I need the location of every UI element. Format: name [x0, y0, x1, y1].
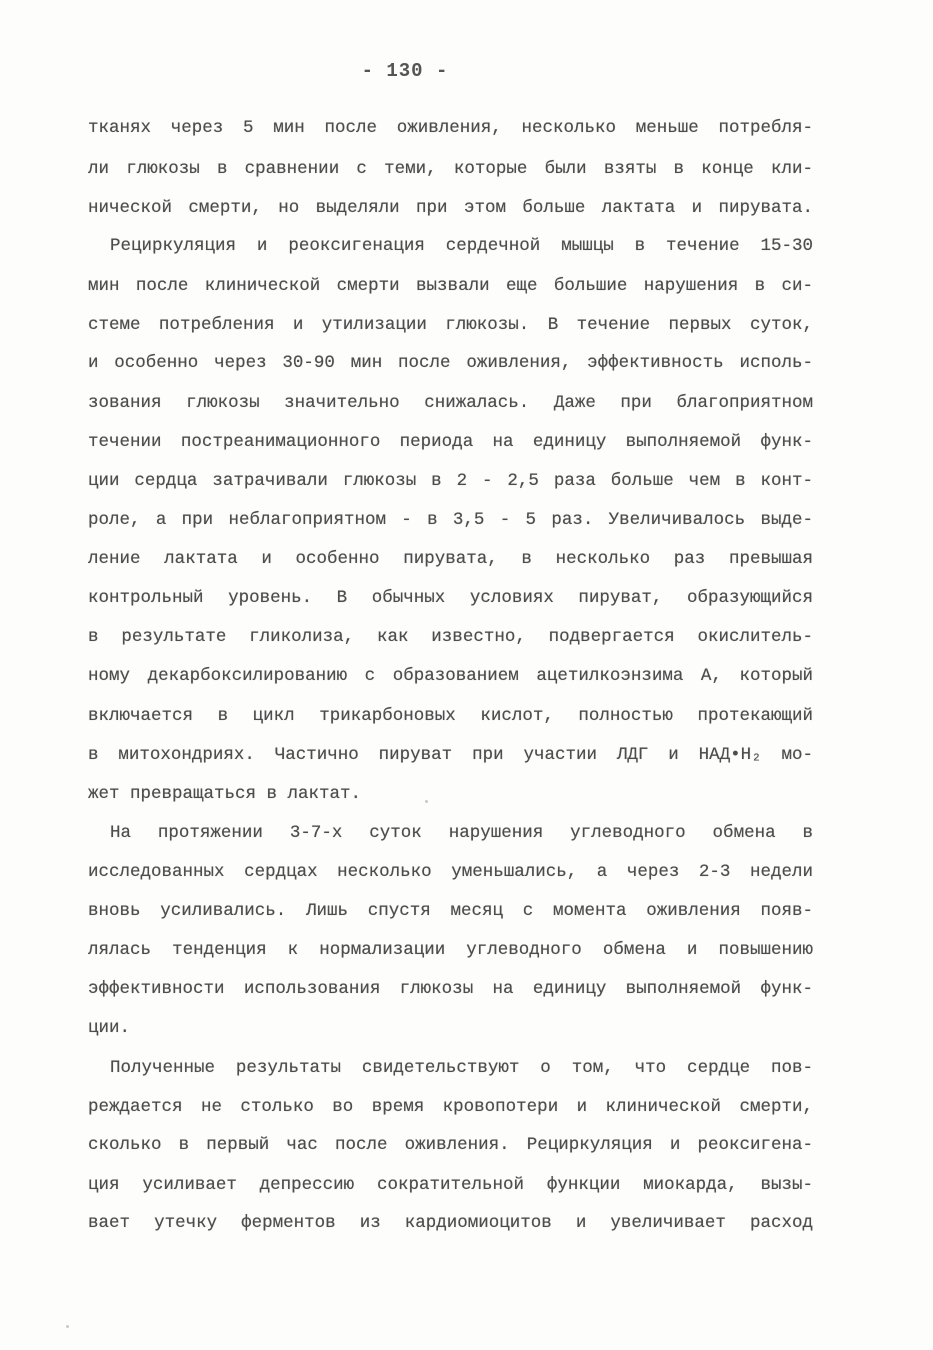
text-line: течении постреанимационного периода на единицу выполняемой функ- — [88, 432, 813, 452]
text-line: жет превращаться в лактат. — [88, 784, 362, 804]
text-line: ление лактата и особенно пирувата, в несколько раз превышая — [88, 549, 813, 569]
paragraph-first-line: Полученные результаты свидетельствуют о том, что сердце пов- — [110, 1058, 813, 1078]
text-line: вает утечку ферментов из кардиомиоцитов и увеличивает расход — [88, 1213, 813, 1233]
text-line: мин после клинической смерти вызвали еще большие нарушения в си- — [88, 276, 813, 296]
text-line: роле, а при неблагоприятном - в 3,5 - 5 раз. Увеличивалось выде- — [88, 510, 813, 530]
text-line: ции сердца затрачивали глюкозы в 2 - 2,5 раза больше чем в конт- — [88, 471, 813, 491]
text-line: ции. — [88, 1018, 131, 1038]
text-line: зования глюкозы значительно снижалась. Даже при благоприятном — [88, 393, 813, 413]
text-line: лялась тенденция к нормализации углеводного обмена и повышению — [88, 940, 813, 960]
paragraph-first-line: Рециркуляция и реоксигенация сердечной мышцы в течение 15-30 — [110, 236, 813, 256]
paragraph-first-line: На протяжении 3-7-х суток нарушения углеводного обмена в — [110, 823, 813, 843]
text-line: и особенно через 30-90 мин после оживления, эффективность исполь- — [88, 353, 813, 373]
text-line: ному декарбоксилированию с образованием ацетилкоэнзима А, который — [88, 666, 813, 686]
text-line: контрольный уровень. В обычных условиях пируват, образующийся — [88, 588, 813, 608]
text-line: включается в цикл трикарбоновых кислот, полностью протекающий — [88, 706, 813, 726]
text-line: эффективности использования глюкозы на единицу выполняемой функ- — [88, 979, 813, 999]
text-line: сколько в первый час после оживления. Рециркуляция и реоксигена- — [88, 1135, 813, 1155]
text-line: тканях через 5 мин после оживления, несколько меньше потребля- — [88, 118, 813, 138]
text-line: в результате гликолиза, как известно, подвергается окислитель- — [88, 627, 813, 647]
page-number: - 130 - — [361, 60, 449, 82]
text-line: в митохондриях. Частично пируват при участии ЛДГ и НАД•Н₂ мо- — [88, 745, 813, 765]
text-line: исследованных сердцах несколько уменьшались, а через 2-3 недели — [88, 862, 813, 882]
text-line: ли глюкозы в сравнении с теми, которые были взяты в конце кли- — [88, 159, 813, 179]
scan-speck — [66, 1325, 69, 1328]
text-line: нической смерти, но выделяли при этом больше лактата и пирувата. — [88, 198, 813, 218]
text-line: стеме потребления и утилизации глюкозы. В течение первых суток, — [88, 315, 813, 335]
scan-speck — [425, 800, 428, 803]
text-line: вновь усиливались. Лишь спустя месяц с момента оживления появ- — [88, 901, 813, 921]
text-line: ция усиливает депрессию сократительной функции миокарда, вызы- — [88, 1175, 813, 1195]
text-line: реждается не столько во время кровопотери и клинической смерти, — [88, 1097, 813, 1117]
